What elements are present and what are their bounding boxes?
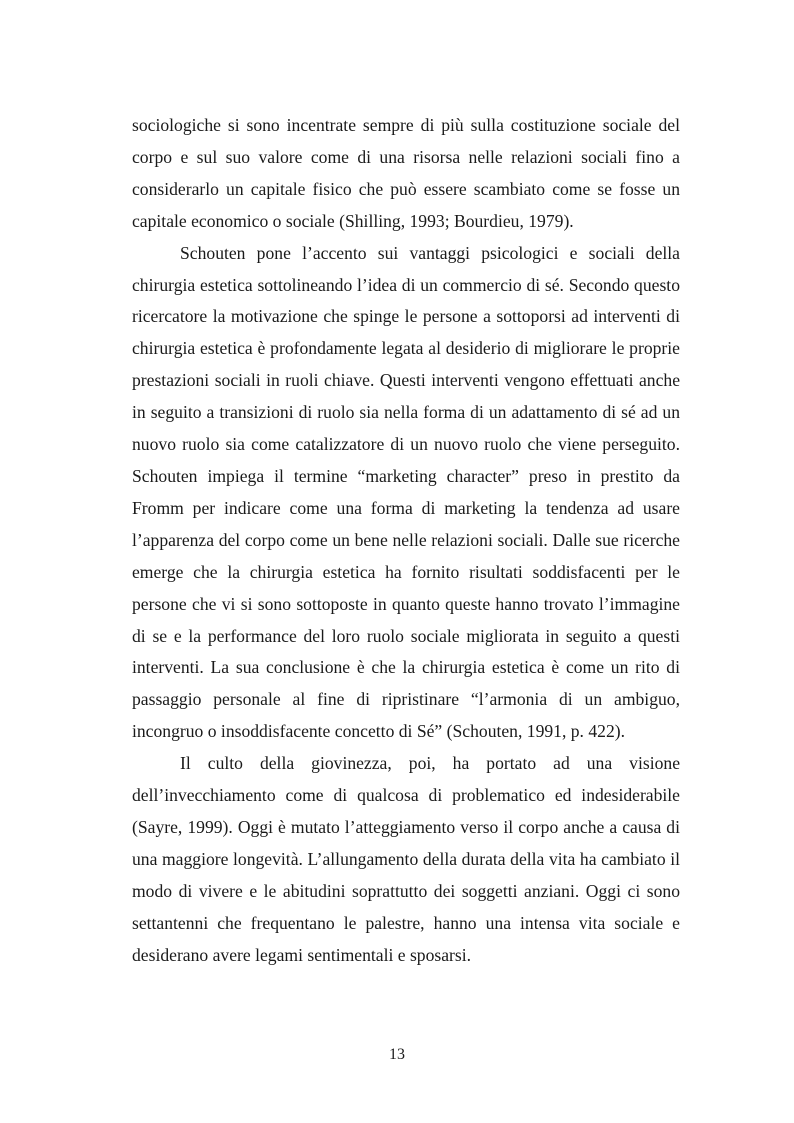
paragraph-continuation: sociologiche si sono incentrate sempre di più sulla costituzione sociale del corpo e sul suo valore come di una risorsa nelle relazioni sociali fino a considerarlo un capitale fisico che può essere scambiato come se fosse un capitale economico o sociale (Shilling, 1993; Bourdieu, 1979).	[132, 115, 680, 231]
paragraph-schouten: Schouten pone l’accento sui vantaggi psicologici e sociali della chirurgia estetica sottolineando l’idea di un commercio di sé. Secondo questo ricercatore la motivazione che spinge le persone a sottoporsi ad interventi di chirurgia estetica è profondamente legata al desiderio di migliorare le proprie prestazioni sociali in ruoli chiave. Questi interventi vengono effettuati anche in seguito a transizioni di ruolo sia nella forma di un adattamento di sé ad un nuovo ruolo sia come catalizzatore di un nuovo ruolo che viene perseguito. Schouten impiega il termine “marketing character” preso in prestito da Fromm per indicare come una forma di marketing la tendenza ad usare l’apparenza del corpo come un bene nelle relazioni sociali. Dalle sue ricerche emerge che la chirurgia estetica ha fornito risultati soddisfacenti per le persone che vi si sono sottoposte in quanto queste hanno trovato l’immagine di se e la performance del loro ruolo sociale migliorata in seguito a questi interventi. La sua conclusione è che la chirurgia estetica è come un rito di passaggio personale al fine di ripristinare “l’armonia di un ambiguo, incongruo o insoddisfacente concetto di Sé” (Schouten, 1991, p. 422).	[132, 242, 680, 742]
page-number: 13	[389, 1046, 405, 1063]
paragraph-youth-cult: Il culto della giovinezza, poi, ha portato ad una visione dell’invecchiamento come di qualcosa di problematico ed indesiderabile (Sayre, 1999). Oggi è mutato l’atteggiamento verso il corpo anche a causa di una maggiore longevità. L’allungamento della durata della vita ha cambiato il modo di vivere e le abitudini soprattutto dei soggetti anziani. Oggi ci sono settantenni che frequentano le palestre, hanno una intensa vita sociale e desiderano avere legami sentimentali e sposarsi.	[132, 753, 680, 965]
body-text	[132, 110, 680, 971]
